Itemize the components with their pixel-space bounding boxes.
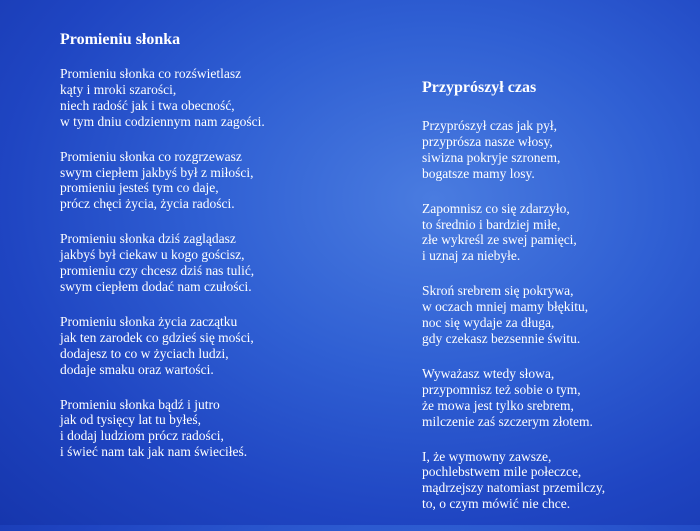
poem-line: to, o czym mówić nie chce. — [422, 496, 571, 512]
poem-line: złe wykreśl ze swej pamięci, — [422, 232, 577, 248]
poem-left — [60, 28, 360, 479]
poem-line: i dodaj ludziom prócz radości, — [60, 428, 224, 444]
stanza — [422, 449, 692, 513]
poem-line: mądrzejszy natomiast przemilczy, — [422, 480, 606, 496]
poem-line: milczenie zaś szczerym złotem. — [422, 413, 593, 429]
poem-line: Promieniu słonka dziś zaglądasz — [60, 231, 236, 247]
poem-line: przyprósza nasze włosy, — [422, 133, 553, 149]
poem-line: Wyważasz wtedy słowa, — [422, 365, 555, 381]
poem-line: pochlebstwem mile połeczce, — [422, 464, 582, 480]
poem-line: i świeć nam tak jak nam świeciłeś. — [60, 444, 248, 460]
poem-line: siwizna pokryje szronem, — [422, 149, 561, 165]
poem-title: Przyprószył czas — [422, 79, 537, 96]
stanza — [422, 283, 692, 347]
poem-line: swym ciepłem jakbyś był z miłości, — [60, 164, 254, 180]
poem-line: jak ten zarodek co gdzieś się mości, — [60, 329, 254, 345]
poem-line: dodaje smaku oraz wartości. — [60, 361, 214, 377]
poem-line: niech radość jak i twa obecność, — [60, 97, 235, 113]
poem-line: promieniu czy chcesz dziś nas tulić, — [60, 263, 255, 279]
poem-line: promieniu jesteś tym co daje, — [60, 180, 219, 196]
poem-right — [422, 76, 692, 531]
poem-line: gdy czekasz bezsennie świtu. — [422, 330, 581, 346]
stanza — [422, 118, 692, 182]
poem-line: Przyprószył czas jak pył, — [422, 118, 557, 133]
poem-line: Promieniu słonka co rozświetlasz — [60, 66, 242, 81]
poem-line: w tym dniu codziennym nam zagości. — [60, 113, 265, 129]
poem-line: Skroń srebrem się pokrywa, — [422, 283, 574, 299]
poem-line: prócz chęci życia, życia radości. — [60, 196, 235, 212]
poem-line: Promieniu słonka bądź i jutro — [60, 396, 220, 412]
poem-line: I, że wymowny zawsze, — [422, 448, 552, 464]
poem-line: przypomnisz też sobie o tym, — [422, 381, 581, 397]
stanza — [60, 231, 360, 295]
poem-line: jak od tysięcy lat tu byłeś, — [60, 412, 201, 428]
poem-line: Promieniu słonka co rozgrzewasz — [60, 148, 242, 164]
poem-line: dodajesz to co w życiach ludzi, — [60, 345, 229, 361]
poem-line: Zapomnisz co się zdarzyło, — [422, 200, 570, 216]
stanza — [422, 366, 692, 430]
poem-line: jakbyś był ciekaw u kogo gościsz, — [60, 247, 245, 263]
poem-line: noc się wydaje za długa, — [422, 315, 555, 331]
poem-title: Promieniu słonka — [60, 31, 181, 48]
poem-line: Promieniu słonka życia zaczątku — [60, 313, 238, 329]
poem-line: że mowa jest tylko srebrem, — [422, 397, 574, 413]
stanza — [422, 201, 692, 265]
stanza — [60, 397, 360, 461]
poem-line: i uznaj za niebyłe. — [422, 248, 521, 264]
stanza — [60, 314, 360, 378]
poem-line: bogatsze mamy losy. — [422, 165, 535, 181]
stanza — [60, 149, 360, 213]
poem-line: w oczach mniej mamy błękitu, — [422, 299, 589, 315]
poem-line: kąty i mroki szarości, — [60, 81, 177, 97]
stanza — [60, 66, 360, 130]
poem-line: to średnio i bardziej miłe, — [422, 216, 561, 232]
poem-line: swym ciepłem dodać nam czułości. — [60, 278, 252, 294]
